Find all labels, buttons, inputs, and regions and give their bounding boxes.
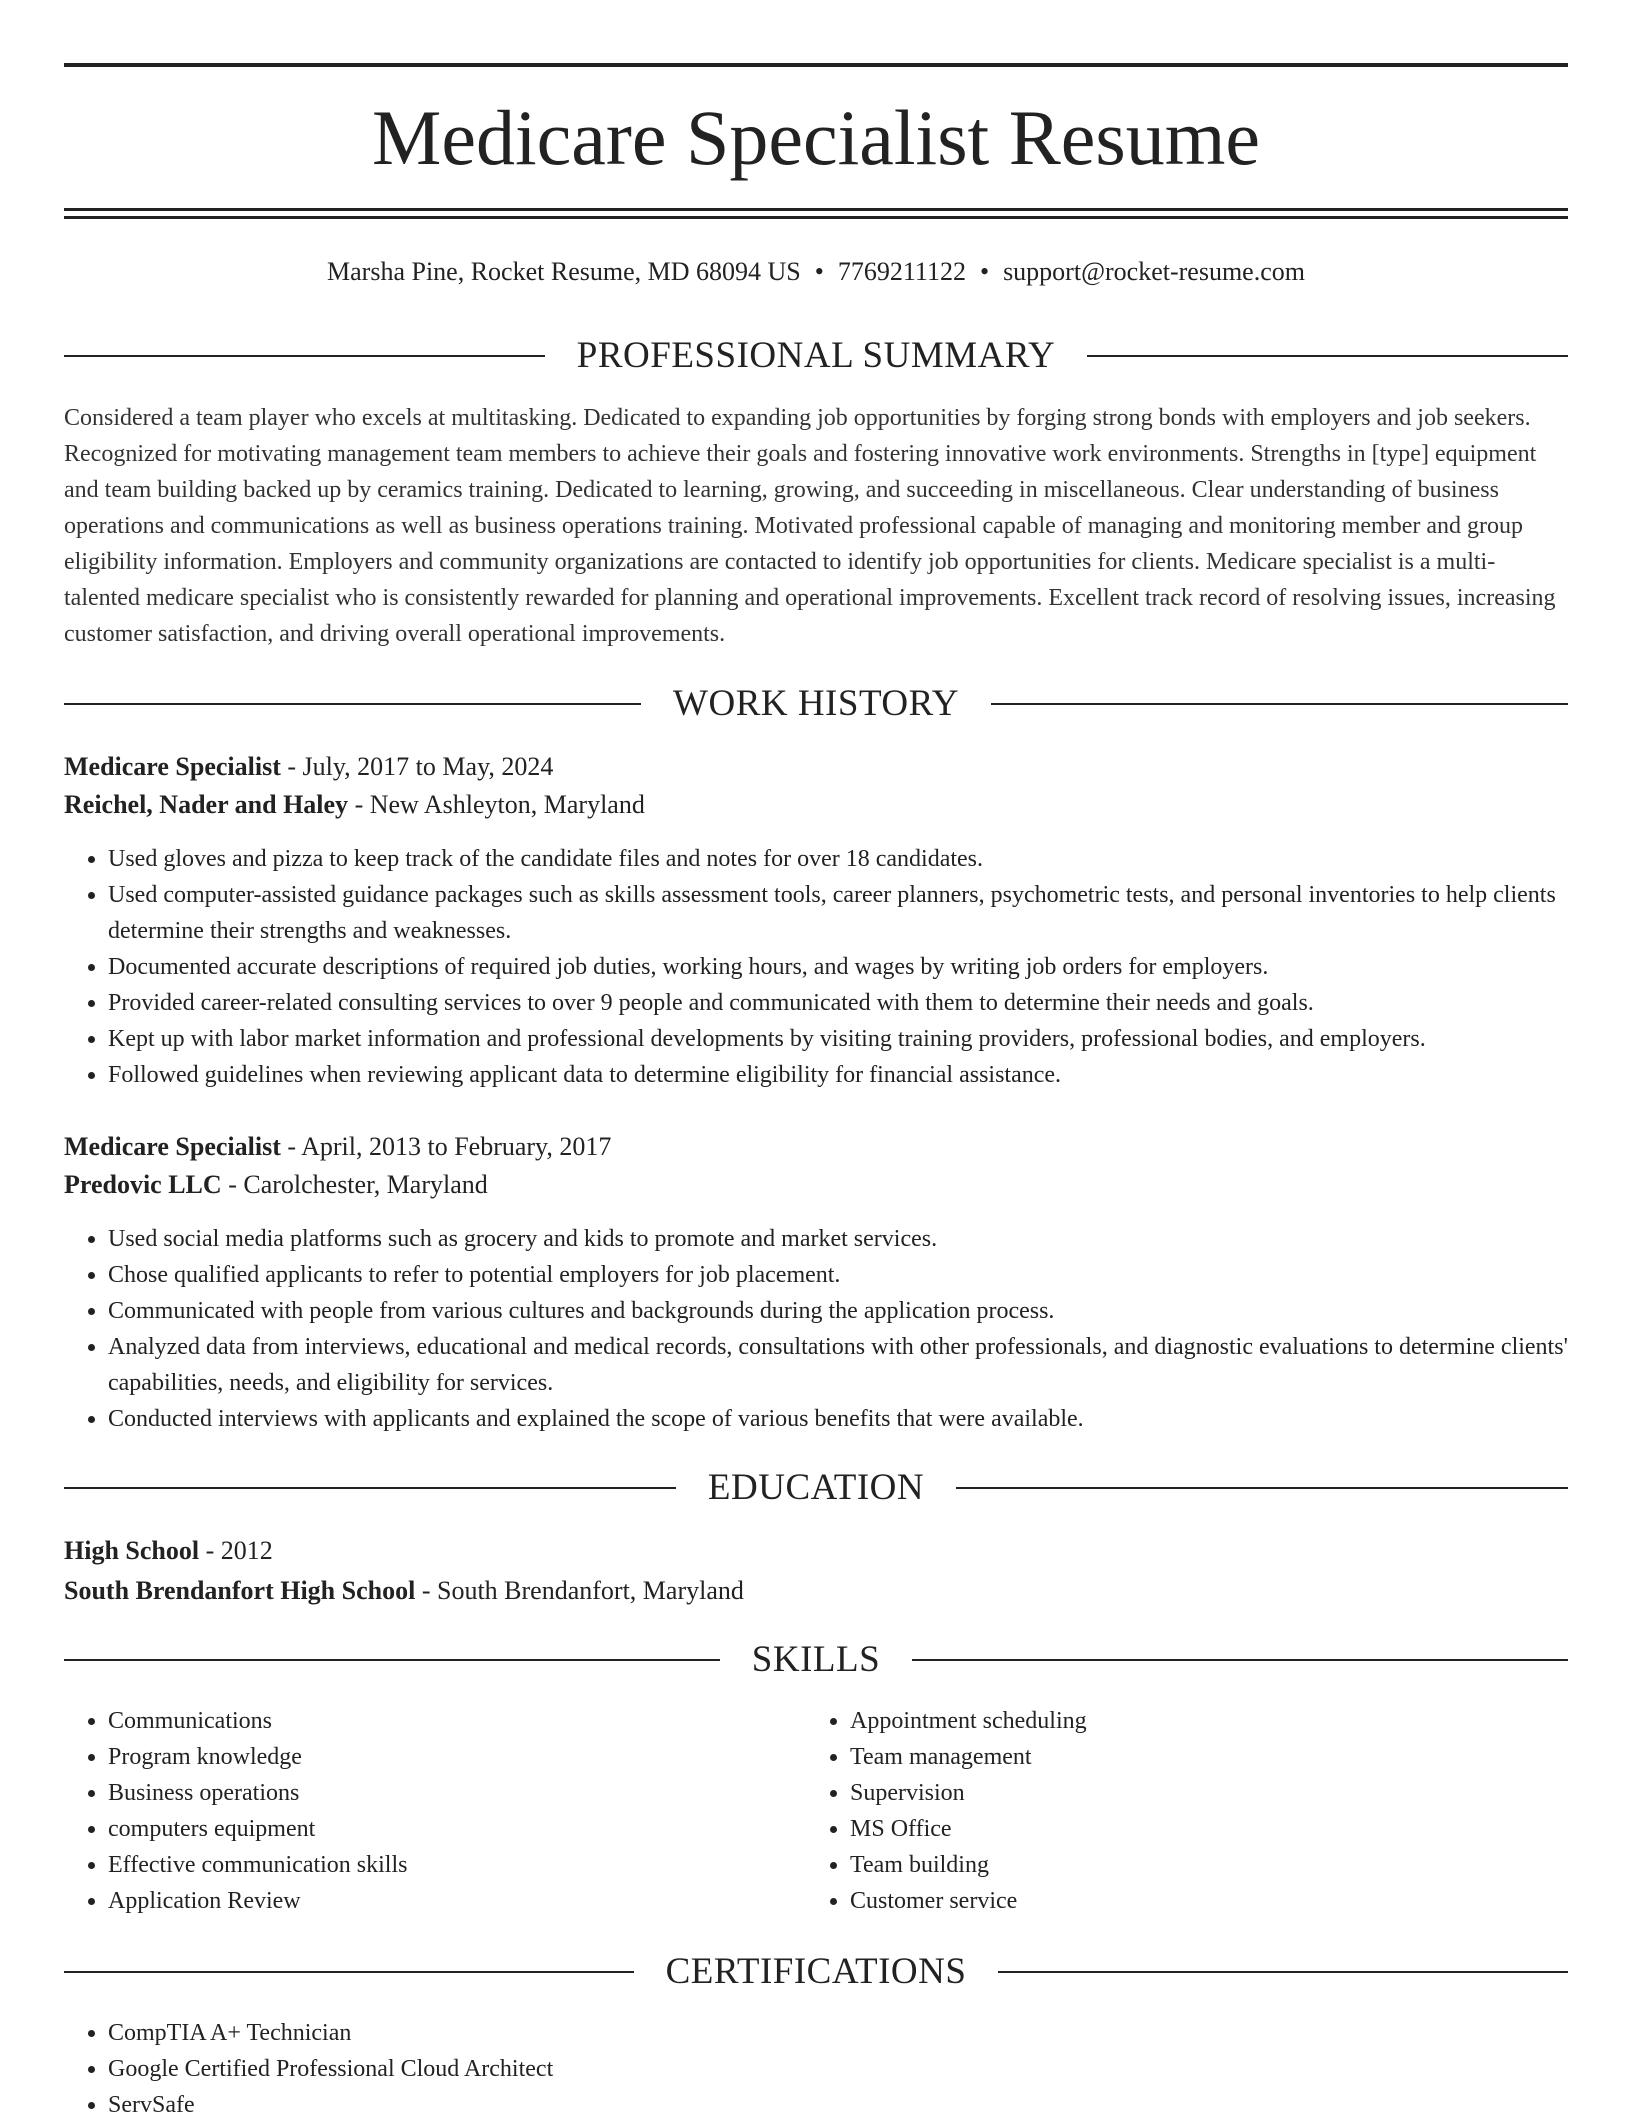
list-item: • ServSafe xyxy=(108,2087,1612,2123)
job-title: Medicare Specialist xyxy=(64,752,281,781)
section-title: SKILLS xyxy=(751,1639,881,1680)
list-item: • Communicated with people from various cultures and backgrounds during the application process. xyxy=(108,1293,1612,1329)
section-title: EDUCATION xyxy=(707,1467,925,1508)
certifications-list xyxy=(64,2015,1612,2123)
section-rule xyxy=(991,703,1568,705)
section-header-work-history xyxy=(64,679,1568,729)
job-location: - New Ashleyton, Maryland xyxy=(348,790,645,819)
list-item: • Business operations xyxy=(108,1775,808,1811)
education-degree-line xyxy=(64,1532,273,1570)
list-item: • Used computer-assisted guidance packages such as skills assessment tools, career planners, psychometric tests, and personal inventories to help clients determine their strengths and weaknesses. xyxy=(108,877,1612,949)
list-item: • Google Certified Professional Cloud Architect xyxy=(108,2051,1612,2087)
section-rule xyxy=(64,1659,720,1661)
list-item: • Documented accurate descriptions of required job duties, working hours, and wages by writing job orders for employers. xyxy=(108,949,1612,985)
summary-paragraph: Considered a team player who excels at multitasking. Dedicated to expanding job opportunities by forging strong bonds with employers and job seekers. Recognized for motivating management team members to achieve their goals and fostering innovative work environments. Strengths in [type] equipment and team building backed up by ceramics training. Dedicated to learning, growing, and succeeding in miscellaneous. Clear understanding of business operations and communications as well as business operations training. Motivated professional capable of managing and monitoring member and group eligibility information. Employers and community organizations are contacted to identify job opportunities for clients. Medicare specialist is a multi-talented medicare specialist who is consistently rewarded for planning and operational improvements. Excellent track record of resolving issues, increasing customer satisfaction, and driving overall operational improvements. xyxy=(64,405,1556,647)
section-rule xyxy=(64,1971,634,1973)
contact-address: Marsha Pine, Rocket Resume, MD 68094 US xyxy=(327,257,801,286)
job-company: Predovic LLC xyxy=(64,1170,222,1199)
education-degree: High School xyxy=(64,1536,200,1565)
list-item: • Application Review xyxy=(108,1883,808,1919)
job-dates: - July, 2017 to May, 2024 xyxy=(280,752,554,781)
section-rule xyxy=(998,1971,1568,1973)
list-item: • CompTIA A+ Technician xyxy=(108,2015,1612,2051)
section-title: PROFESSIONAL SUMMARY xyxy=(576,335,1056,376)
education-location: - South Brendanfort, Maryland xyxy=(415,1576,744,1605)
education-year: - 2012 xyxy=(199,1536,273,1565)
page-title: Medicare Specialist Resume xyxy=(371,94,1261,181)
job-title-line xyxy=(64,1128,611,1166)
list-item: • MS Office xyxy=(850,1811,1550,1847)
contact-separator: • xyxy=(814,257,824,286)
job-location: - Carolchester, Maryland xyxy=(221,1170,488,1199)
section-rule xyxy=(1087,355,1568,357)
job-bullets xyxy=(64,841,1612,1093)
list-item: • Chose qualified applicants to refer to potential employers for job placement. xyxy=(108,1257,1612,1293)
section-title: WORK HISTORY xyxy=(673,683,959,724)
list-item: • Used social media platforms such as grocery and kids to promote and market services. xyxy=(108,1221,1612,1257)
section-rule xyxy=(956,1487,1568,1489)
list-item: • Program knowledge xyxy=(108,1739,808,1775)
top-rule xyxy=(64,63,1568,67)
list-item: • Effective communication skills xyxy=(108,1847,808,1883)
list-item: • computers equipment xyxy=(108,1811,808,1847)
list-item: • Customer service xyxy=(850,1883,1550,1919)
skills-list-left xyxy=(64,1703,808,1919)
list-item: • Supervision xyxy=(850,1775,1550,1811)
list-item: • Analyzed data from interviews, educational and medical records, consultations with other professionals, and diagnostic evaluations to determine clients' capabilities, needs, and eligibility for services. xyxy=(108,1329,1612,1401)
list-item: • Provided career-related consulting services to over 9 people and communicated with them to determine their needs and goals. xyxy=(108,985,1612,1021)
list-item: • Used gloves and pizza to keep track of the candidate files and notes for over 18 candidates. xyxy=(108,841,1612,877)
section-header-skills xyxy=(64,1635,1568,1685)
list-item: • Team management xyxy=(850,1739,1550,1775)
education-school: South Brendanfort High School xyxy=(64,1576,416,1605)
section-rule xyxy=(912,1659,1568,1661)
contact-separator: • xyxy=(979,257,990,286)
job-title-line xyxy=(64,748,553,786)
education-school-line xyxy=(64,1572,744,1610)
list-item: • Appointment scheduling xyxy=(850,1703,1550,1739)
list-item: • Followed guidelines when reviewing applicant data to determine eligibility for financial assistance. xyxy=(108,1057,1612,1093)
section-header-summary xyxy=(64,331,1568,381)
contact-phone: 7769211122 xyxy=(837,257,966,286)
section-rule xyxy=(64,355,545,357)
contact-email: support@rocket-resume.com xyxy=(1003,257,1305,286)
contact-line xyxy=(0,252,1632,292)
section-rule xyxy=(64,1487,676,1489)
job-dates: - April, 2013 to February, 2017 xyxy=(280,1132,612,1161)
list-item: • Kept up with labor market information and professional developments by visiting training providers, professional bodies, and employers. xyxy=(108,1021,1612,1057)
job-bullets xyxy=(64,1221,1612,1437)
list-item: • Team building xyxy=(850,1847,1550,1883)
section-header-certifications xyxy=(64,1947,1568,1997)
title-rule-lower xyxy=(64,216,1568,219)
skills-list-right xyxy=(806,1703,1550,1919)
section-title: CERTIFICATIONS xyxy=(665,1951,967,1992)
section-header-education xyxy=(64,1463,1568,1513)
job-company-line xyxy=(64,1166,488,1204)
job-company: Reichel, Nader and Haley xyxy=(64,790,349,819)
list-item: • Conducted interviews with applicants and explained the scope of various benefits that were available. xyxy=(108,1401,1612,1437)
job-company-line xyxy=(64,786,645,824)
job-title: Medicare Specialist xyxy=(64,1132,281,1161)
list-item: • Communications xyxy=(108,1703,808,1739)
section-rule xyxy=(64,703,641,705)
title-rule-upper xyxy=(64,208,1568,211)
